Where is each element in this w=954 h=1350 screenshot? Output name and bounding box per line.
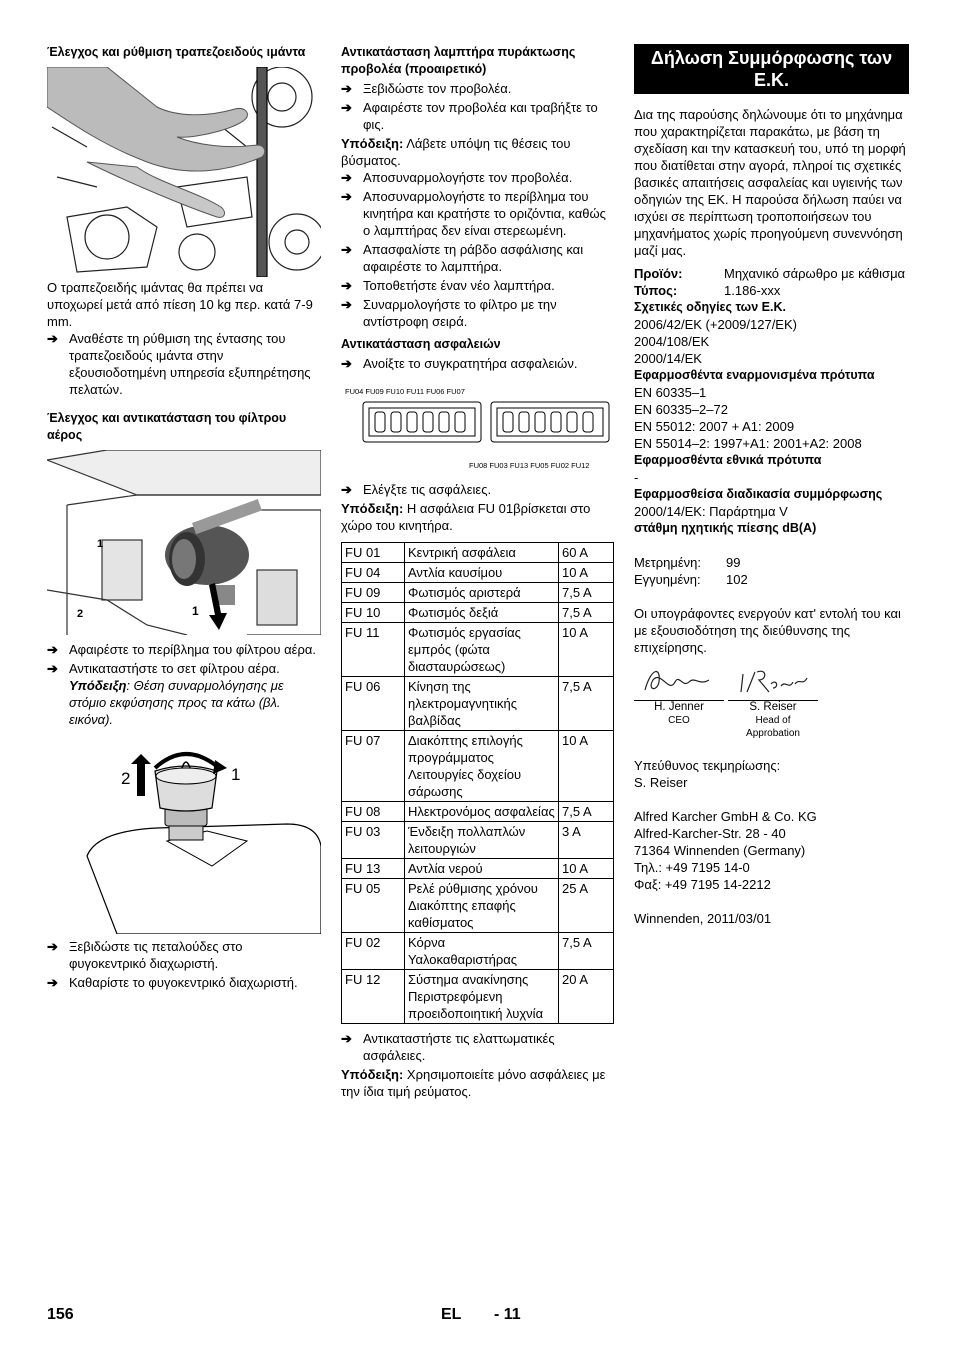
figure-filter-removal: [47, 746, 321, 934]
step: ➔ Αποσυναρμολογήστε το περίβλημα του κινητήρα και κρατήστε το οριζόντια, καθώς ο λαμπτήρας δεν είναι στερεωμένη.: [341, 189, 606, 238]
directive: 2006/42/ΕΚ (+2009/127/ΕΚ): [634, 317, 797, 332]
fuse-row: [342, 731, 614, 802]
fuse-id-cell: FU 05: [342, 879, 405, 933]
section-heading-air-filter: Έλεγχος και αντικατάσταση του φίλτρου αέρος: [47, 411, 287, 442]
standard: EN 55014–2: 1997+A1: 2001+A2: 2008: [634, 436, 862, 451]
column-left: [47, 44, 321, 993]
fuse-function-cell: Φωτισμός εργασίας εμπρός (φώτα διασταυρώσεως): [405, 623, 559, 677]
fuse-function-cell: Φωτισμός αριστερά: [405, 583, 559, 603]
national-heading: Εφαρμοσθέντα εθνικά πρότυπα: [634, 453, 822, 467]
fuse-id-cell: FU 11: [342, 623, 405, 677]
column-right: [634, 44, 909, 927]
signature-jenner: H. Jenner CEO: [634, 664, 724, 740]
arrow-right-icon: ➔: [47, 661, 58, 676]
page-number-left: 156: [47, 1306, 74, 1323]
fuse-function-cell: Κίνηση της ηλεκτρομαγνητικής βαλβίδας: [405, 677, 559, 731]
column-middle: [341, 44, 616, 1100]
national-value: -: [634, 470, 639, 485]
fuse-row: [342, 543, 614, 563]
fig-label: 1: [192, 604, 199, 618]
fuse-row: [342, 933, 614, 970]
measured-row: Μετρημένη: 99: [634, 555, 741, 570]
fuse-rating-cell: 7,5 A: [559, 677, 614, 731]
sound-heading: στάθμη ηχητικής πίεσης dB(A): [634, 521, 817, 535]
fuse-id-cell: FU 01: [342, 543, 405, 563]
signers-text: Οι υπογράφοντες ενεργούν κατ' εντολή του και με εξουσιοδότηση της διεύθυνσης της επιχείρησης.: [634, 606, 901, 655]
signature-block: [634, 664, 909, 740]
fig-label: 1: [97, 538, 104, 550]
procedure-heading: Εφαρμοσθείσα διαδικασία συμμόρφωσης: [634, 487, 883, 501]
fuse-function-cell: Ρελέ ρύθμισης χρόνου Διακόπτης επαφής καθίσματος: [405, 879, 559, 933]
fuse-function-cell: Ένδειξη πολλαπλών λειτουργιών: [405, 822, 559, 859]
standard: EN 60335–1: [634, 385, 707, 400]
procedure-value: 2000/14/ΕΚ: Παράρτημα V: [634, 504, 788, 519]
address-line: Φαξ: +49 7195 14-2212: [634, 877, 771, 892]
fuse-function-cell: Αντλία καυσίμου: [405, 563, 559, 583]
place-date: Winnenden, 2011/03/01: [634, 911, 772, 926]
fuse-function-cell: Αντλία νερού: [405, 859, 559, 879]
harmonized-heading: Εφαρμοσθέντα εναρμονισμένα πρότυπα: [634, 368, 875, 382]
fuse-rating-cell: 7,5 A: [559, 933, 614, 970]
fuse-id-cell: FU 10: [342, 603, 405, 623]
directive: 2000/14/ΕΚ: [634, 351, 702, 366]
fuse-function-cell: Σύστημα ανακίνησης Περιστρεφόμενη προειδοποιητική λυχνία: [405, 970, 559, 1024]
step: ➔ Συναρμολογήστε το φίλτρο με την αντίστροφη σειρά.: [341, 297, 557, 329]
fuse-rating-cell: 7,5 A: [559, 583, 614, 603]
step: ➔ Ελέγξτε τις ασφάλειες.: [341, 482, 492, 497]
guaranteed-row: Εγγυημένη: 102: [634, 572, 748, 587]
fuse-id-cell: FU 02: [342, 933, 405, 970]
fig-label: 2: [77, 608, 84, 620]
fuse-row: [342, 879, 614, 933]
fuse-id-cell: FU 06: [342, 677, 405, 731]
fuse-table: [341, 542, 614, 1024]
figure-belt-check: [47, 67, 321, 277]
step: ➔ Απασφαλίστε τη ράβδο ασφάλισης και αφαιρέστε το λαμπτήρα.: [341, 242, 584, 274]
fuse-rating-cell: 10 A: [559, 859, 614, 879]
directive: 2004/108/ΕΚ: [634, 334, 710, 349]
fuse-row: [342, 859, 614, 879]
directives-heading: Σχετικές οδηγίες των Ε.Κ.: [634, 300, 786, 314]
arrow-right-icon: ➔: [341, 81, 352, 96]
figure-air-filter: [47, 450, 321, 635]
note-fu01: Υπόδειξη: Η ασφάλεια FU 01βρίσκεται στο χώρο του κινητήρα.: [341, 501, 591, 533]
fuse-row: [342, 802, 614, 822]
fuse-id-cell: FU 03: [342, 822, 405, 859]
type-row: Τύπος: 1.186-xxx: [634, 283, 781, 298]
fig-label: 2: [121, 769, 131, 788]
arrow-right-icon: ➔: [47, 975, 58, 990]
fuse-row: [342, 970, 614, 1024]
arrow-right-icon: ➔: [47, 642, 58, 657]
fuse-row: [342, 677, 614, 731]
fuse-id-cell: FU 09: [342, 583, 405, 603]
signature-reiser: S. Reiser Head of Approbation: [728, 664, 818, 740]
address-line: 71364 Winnenden (Germany): [634, 843, 806, 858]
address-line: Alfred-Karcher-Str. 28 - 40: [634, 826, 786, 841]
note-plug: Υπόδειξη: Λάβετε υπόψη τις θέσεις του βύσματος.: [341, 136, 571, 168]
step-belt-service: ➔ Αναθέστε τη ρύθμιση της έντασης του τραπεζοειδούς ιμάντα στην εξουσιοδοτημένη υπηρεσία εξυπηρέτησης πελατών.: [47, 331, 311, 397]
fuse-rating-cell: 10 A: [559, 623, 614, 677]
fuse-rating-cell: 3 A: [559, 822, 614, 859]
fuse-function-cell: Φωτισμός δεξιά: [405, 603, 559, 623]
fuse-rating-cell: 25 A: [559, 879, 614, 933]
page-number-right: - 11: [494, 1306, 521, 1323]
fuse-id-cell: FU 04: [342, 563, 405, 583]
fuse-function-cell: Κεντρική ασφάλεια: [405, 543, 559, 563]
fuse-top-labels: FU04 FU09 FU10 FU11 FU06 FU07: [345, 387, 465, 396]
address-line: Τηλ.: +49 7195 14-0: [634, 860, 750, 875]
fuse-id-cell: FU 12: [342, 970, 405, 1024]
section-heading-fuses: Αντικατάσταση ασφαλειών: [341, 337, 501, 351]
arrow-right-icon: ➔: [341, 356, 352, 371]
step: ➔ Αποσυναρμολογήστε τον προβολέα.: [341, 170, 573, 185]
step-remove-housing: ➔ Αφαιρέστε το περίβλημα του φίλτρου αέρα.: [47, 642, 316, 657]
fuse-bottom-labels: FU08 FU03 FU13 FU05 FU02 FU12: [469, 461, 590, 470]
fuse-function-cell: Κόρνα Υαλοκαθαριστήρας: [405, 933, 559, 970]
fuse-rating-cell: 7,5 A: [559, 603, 614, 623]
arrow-right-icon: ➔: [341, 100, 352, 115]
fuse-function-cell: Ηλεκτρονόμος ασφαλείας: [405, 802, 559, 822]
arrow-right-icon: ➔: [47, 331, 58, 346]
arrow-right-icon: ➔: [341, 189, 352, 204]
step: ➔ Ξεβιδώστε τον προβολέα.: [341, 81, 512, 96]
fig-label: 1: [231, 765, 241, 784]
note-mounting: Υπόδειξη: Θέση συναρμολόγησης με στόμιο εκφύσησης προς τα κάτω (βλ. εικόνα).: [69, 678, 284, 727]
signature-reiser-image: [733, 664, 813, 696]
signature-jenner-image: [639, 664, 719, 696]
step: ➔ Αντικαταστήστε τις ελαττωματικές ασφάλειες.: [341, 1031, 555, 1063]
fuse-rating-cell: 20 A: [559, 970, 614, 1024]
fuse-function-cell: Διακόπτης επιλογής προγράμματος Λειτουργίες δοχείου σάρωσης: [405, 731, 559, 802]
arrow-right-icon: ➔: [341, 297, 352, 312]
fuse-id-cell: FU 13: [342, 859, 405, 879]
step: ➔ Τοποθετήστε έναν νέο λαμπτήρα.: [341, 278, 555, 293]
step-unscrew-wingnuts: ➔ Ξεβιδώστε τις πεταλούδες στο φυγοκεντρικό διαχωριστή.: [47, 939, 243, 971]
language-code: EL: [441, 1306, 462, 1323]
fuse-row: [342, 822, 614, 859]
fuse-id-cell: FU 08: [342, 802, 405, 822]
arrow-right-icon: ➔: [47, 939, 58, 954]
declaration-title: Δήλωση Συμμόρφωσης των Ε.Κ.: [634, 44, 909, 94]
section-heading-belt: Έλεγχος και ρύθμιση τραπεζοειδούς ιμάντα: [47, 45, 306, 59]
step: ➔ Αφαιρέστε τον προβολέα και τραβήξτε το φις.: [341, 100, 598, 132]
standard: EN 60335–2–72: [634, 402, 728, 417]
arrow-right-icon: ➔: [341, 278, 352, 293]
fuse-row: [342, 563, 614, 583]
arrow-right-icon: ➔: [341, 482, 352, 497]
fuse-row: [342, 623, 614, 677]
fuse-rating-cell: 10 A: [559, 731, 614, 802]
standard: EN 55012: 2007 + A1: 2009: [634, 419, 795, 434]
fuse-id-cell: FU 07: [342, 731, 405, 802]
belt-paragraph: Ο τραπεζοειδής ιμάντας θα πρέπει να υποχωρεί μετά από πίεση 10 kg περ. κατά 7-9 mm.: [47, 280, 313, 329]
step-replace-filter: ➔ Αντικαταστήστε το σετ φίλτρου αέρα.: [47, 661, 280, 676]
address-line: Alfred Karcher GmbH & Co. KG: [634, 809, 817, 824]
figure-fuse-holder: [341, 380, 616, 475]
arrow-right-icon: ➔: [341, 242, 352, 257]
arrow-right-icon: ➔: [341, 170, 352, 185]
fuse-rating-cell: 7,5 A: [559, 802, 614, 822]
doc-resp-name: S. Reiser: [634, 775, 688, 790]
fuse-row: [342, 583, 614, 603]
step: ➔ Ανοίξτε το συγκρατητήρα ασφαλειών.: [341, 356, 578, 371]
fuse-row: [342, 603, 614, 623]
section-heading-lamp: Αντικατάσταση λαμπτήρα πυράκτωσης προβολέα (προαιρετικό): [341, 45, 576, 76]
arrow-right-icon: ➔: [341, 1031, 352, 1046]
product-row: Προϊόν: Μηχανικό σάρωθρο με κάθισμα: [634, 266, 906, 281]
doc-resp-label: Υπεύθυνος τεκμηρίωσης:: [634, 758, 781, 773]
fuse-rating-cell: 10 A: [559, 563, 614, 583]
note-same-rating: Υπόδειξη: Χρησιμοποιείτε μόνο ασφάλειες με την ίδια τιμή ρεύματος.: [341, 1067, 606, 1099]
declaration-intro: Δια της παρούσης δηλώνουμε ότι το μηχάνημα που χαρακτηρίζεται παρακάτω, με βάση τη σχεδίαση και την κατασκευή του, υπό τη μορφή που διατίθεται στην αγορά, πληροί τις σχετικές βασικές απαιτήσεις ασφαλείας και υγιεινής των οδηγιών της ΕΚ. Η παρούσα δήλωση παύει να ισχύει σε περίπτωση τροποποιήσεων του μηχανήματος χωρίς προηγούμενη συνεννόηση μαζί μας.: [634, 107, 906, 258]
step-clean-separator: ➔ Καθαρίστε το φυγοκεντρικό διαχωριστή.: [47, 975, 298, 990]
fuse-rating-cell: 60 A: [559, 543, 614, 563]
